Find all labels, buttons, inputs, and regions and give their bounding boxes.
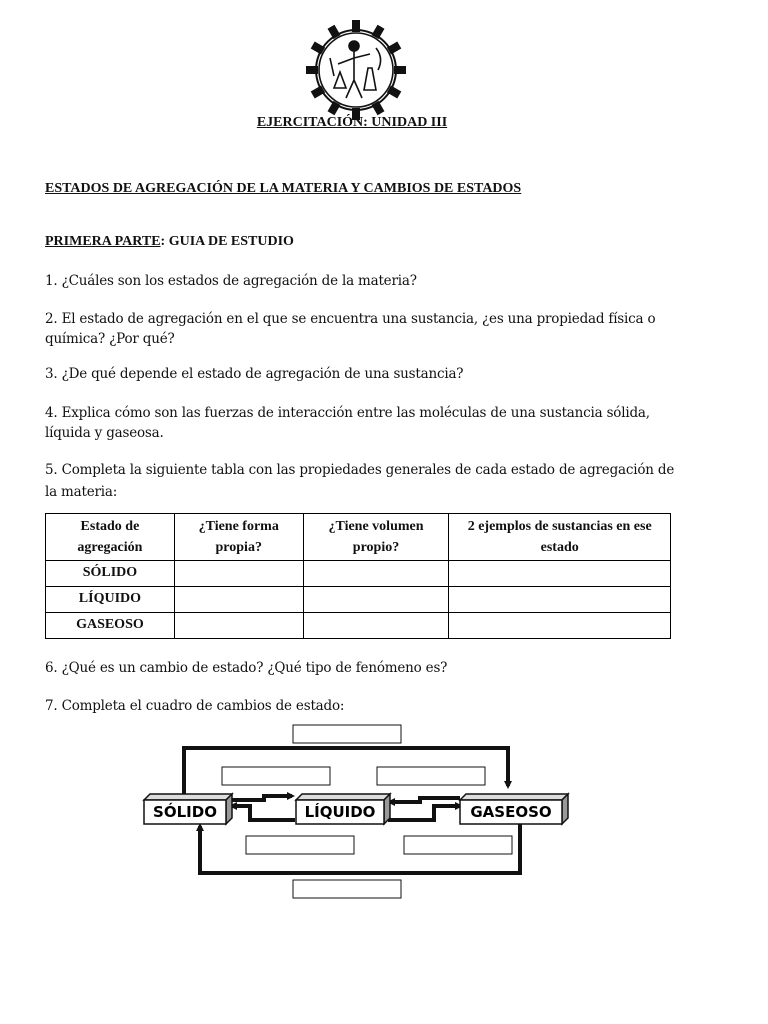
answer-box-bottom[interactable] (293, 880, 401, 898)
table-header-row (46, 514, 671, 561)
answer-cell[interactable] (174, 561, 303, 587)
table-header-cell: ¿Tiene volumen propio? (303, 514, 449, 561)
answer-cell[interactable] (449, 587, 671, 613)
state-box-solid (144, 794, 232, 824)
table-row (46, 587, 671, 613)
answer-box-upper-right[interactable] (377, 767, 485, 785)
table-row (46, 561, 671, 587)
answer-cell[interactable] (303, 587, 449, 613)
states-properties-table (45, 513, 671, 639)
answer-cell[interactable] (449, 613, 671, 639)
answer-cell[interactable] (303, 613, 449, 639)
answer-box-top[interactable] (293, 725, 401, 743)
question-1: 1. ¿Cuáles son los estados de agregación de la materia? (45, 273, 417, 289)
table-header-cell: ¿Tiene forma propia? (174, 514, 303, 561)
answer-box-lower-right[interactable] (404, 836, 512, 854)
state-label-liquid: LÍQUIDO (304, 803, 376, 821)
page-title: EJERCITACIÓN: UNIDAD III (256, 115, 448, 130)
answer-box-lower-left[interactable] (246, 836, 354, 854)
question-7: 7. Completa el cuadro de cambios de estado: (45, 698, 345, 714)
part-rest: : GUIA DE ESTUDIO (160, 234, 294, 249)
question-2-line-2: química? ¿Por qué? (45, 331, 175, 347)
answer-box-upper-left[interactable] (222, 767, 330, 785)
question-4 (45, 403, 685, 443)
question-2-line-1: 2. El estado de agregación en el que se encuentra una sustancia, ¿es una propiedad física o (45, 311, 656, 327)
arrow-vaporization (388, 806, 460, 820)
row-state-label: LÍQUIDO (46, 587, 175, 613)
row-state-label: SÓLIDO (46, 561, 175, 587)
table-row (46, 613, 671, 639)
question-5-line-2: la materia: (45, 484, 118, 500)
state-box-liquid (296, 794, 390, 824)
state-change-diagram (140, 718, 580, 908)
question-4-line-2: líquida y gaseosa. (45, 425, 164, 441)
arrow-condensation (390, 798, 460, 802)
question-3: 3. ¿De qué depende el estado de agregación de una sustancia? (45, 366, 464, 382)
question-5 (45, 459, 685, 503)
row-state-label: GASEOSO (46, 613, 175, 639)
state-label-gaseous: GASEOSO (470, 803, 552, 821)
answer-cell[interactable] (303, 561, 449, 587)
answer-cell[interactable] (174, 587, 303, 613)
table-header-cell: 2 ejemplos de sustancias en ese estado (449, 514, 671, 561)
arrow-fusion (232, 796, 292, 800)
answer-cell[interactable] (449, 561, 671, 587)
school-seal-logo (304, 18, 408, 122)
question-2 (45, 309, 685, 349)
question-6: 6. ¿Qué es un cambio de estado? ¿Qué tipo de fenómeno es? (45, 660, 448, 676)
state-box-gaseous (460, 794, 568, 824)
state-label-solid: SÓLIDO (153, 803, 217, 821)
part-label: PRIMERA PARTE (45, 234, 161, 249)
arrow-solidification (232, 806, 295, 820)
answer-cell[interactable] (174, 613, 303, 639)
part-heading (45, 234, 294, 250)
table-header-cell: Estado de agregación (46, 514, 175, 561)
section-title: ESTADOS DE AGREGACIÓN DE LA MATERIA Y CAMBIOS DE ESTADOS (45, 181, 522, 196)
question-4-line-1: 4. Explica cómo son las fuerzas de interacción entre las moléculas de una sustancia sólida, (45, 405, 650, 421)
question-5-line-1: 5. Completa la siguiente tabla con las propiedades generales de cada estado de agregación de (45, 462, 675, 478)
